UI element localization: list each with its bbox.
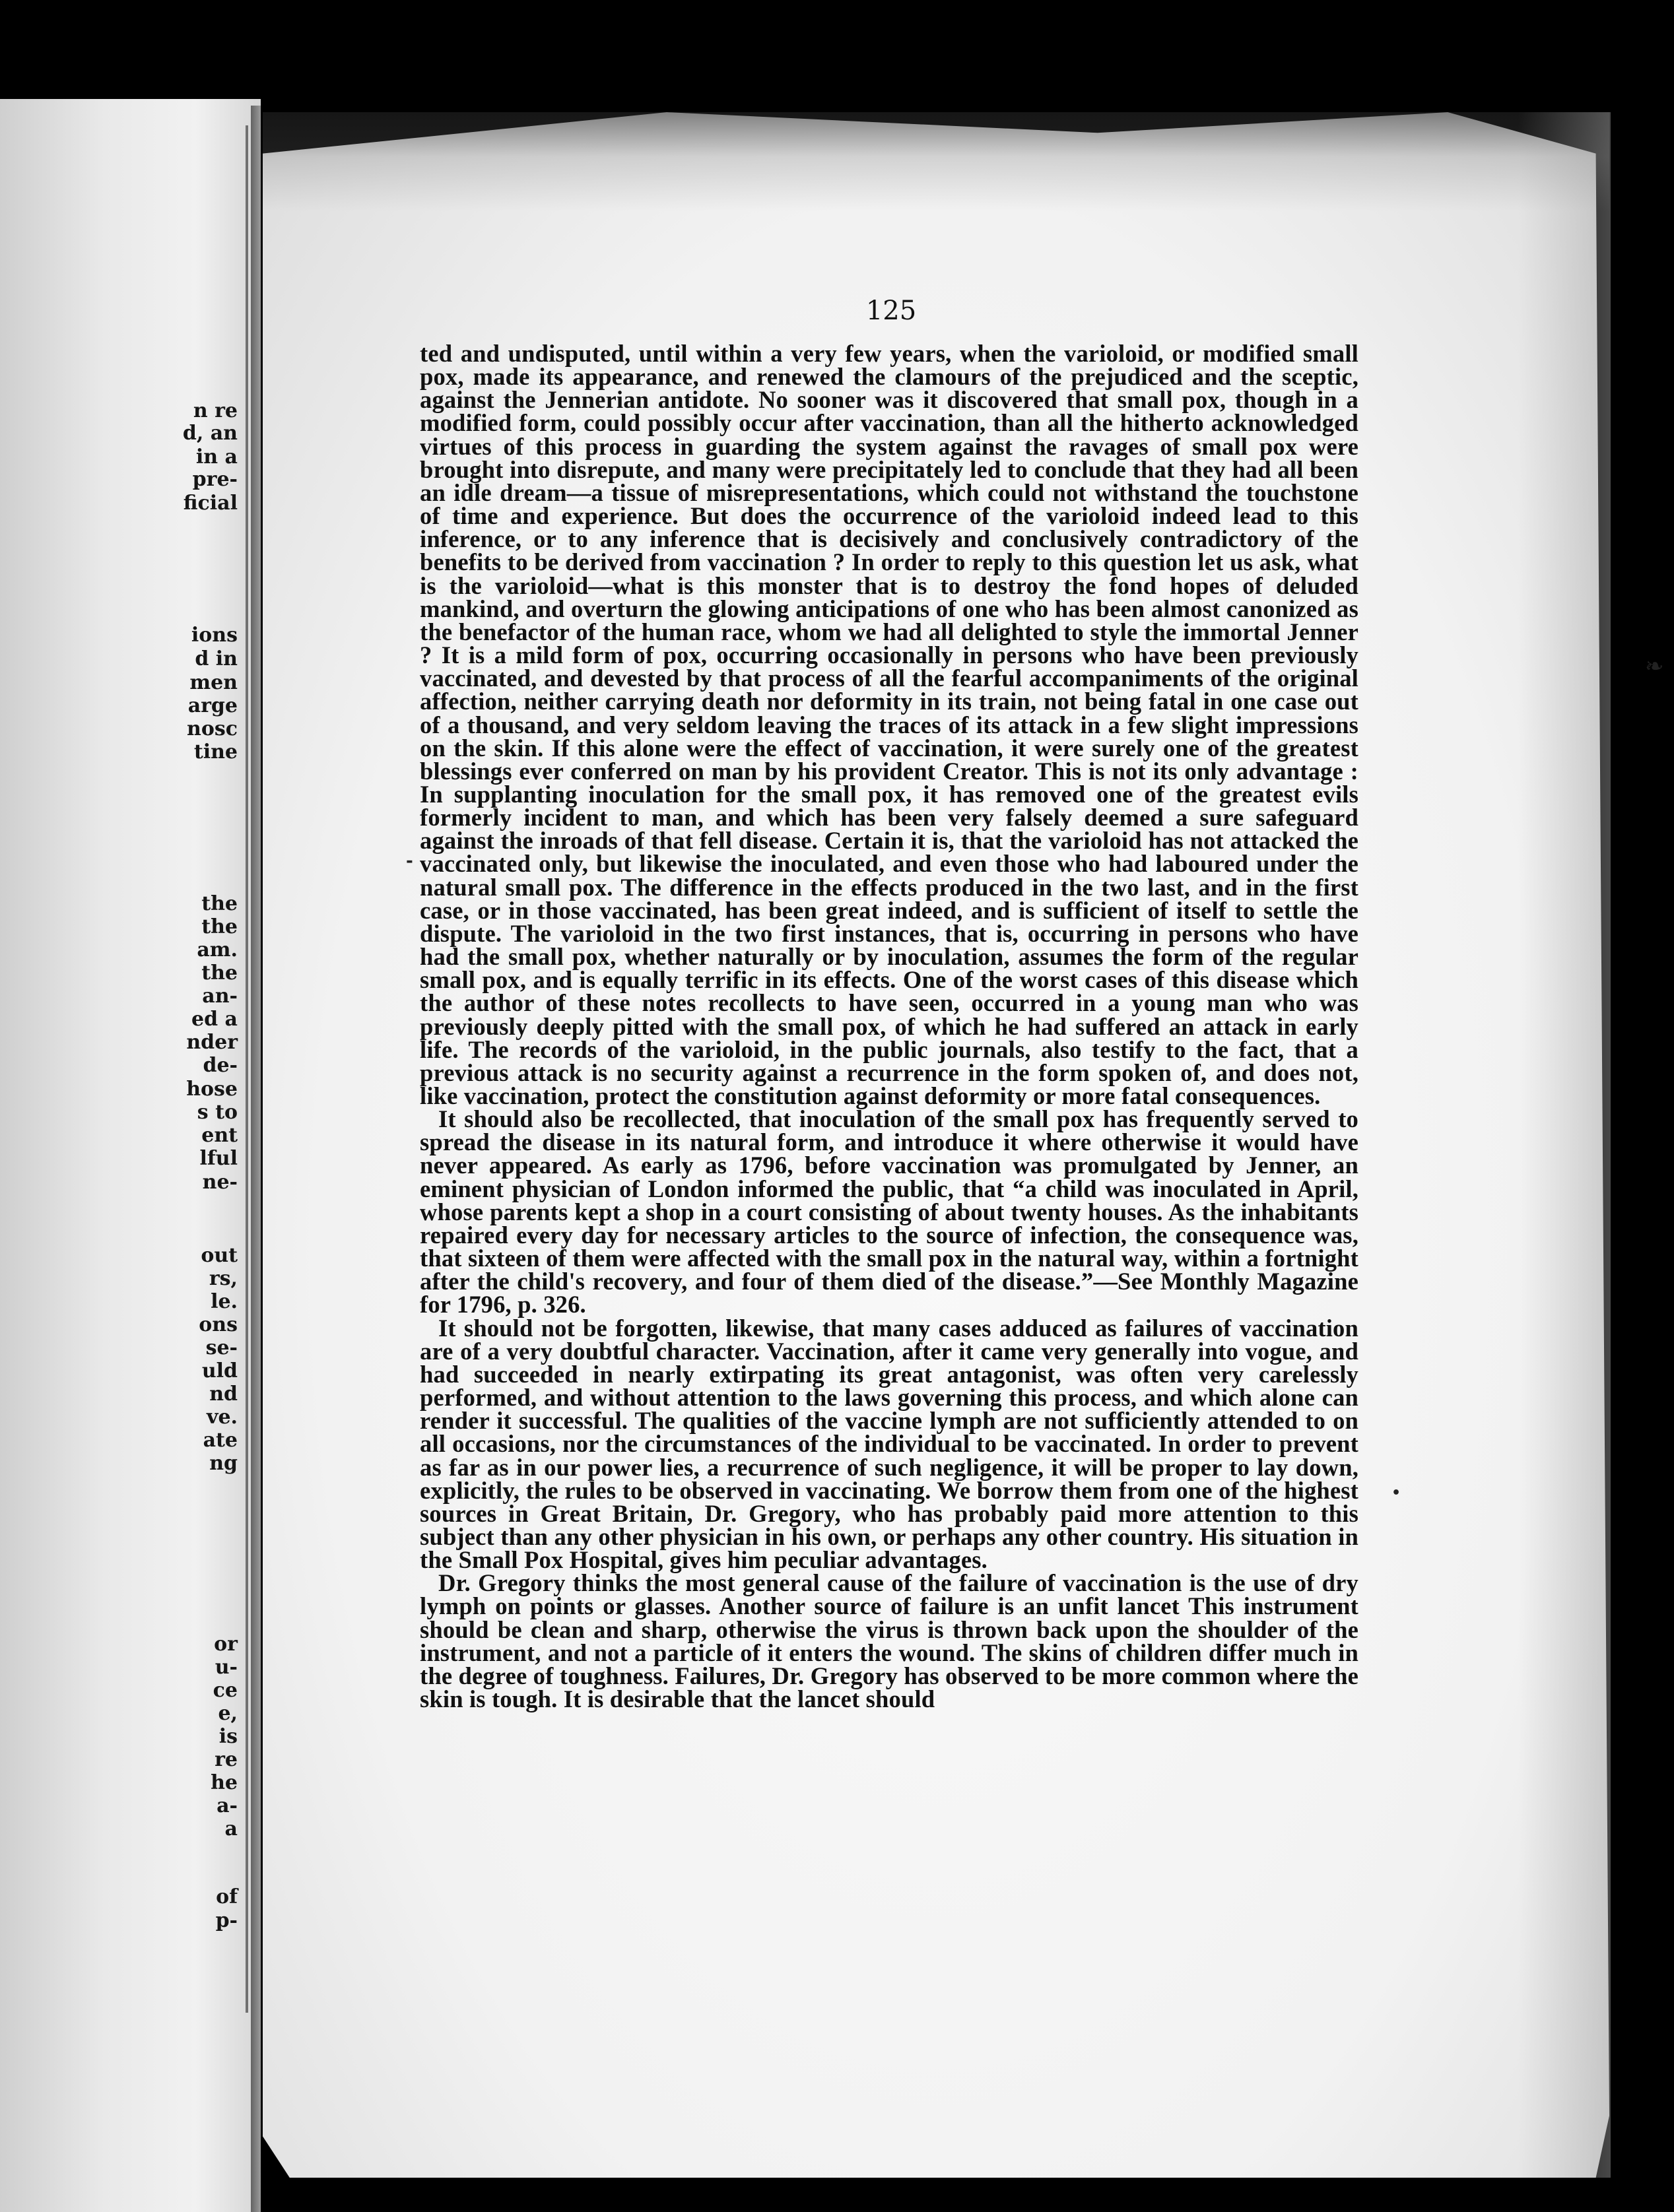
left-page-fragment: d, an — [182, 422, 238, 445]
margin-dot-right: • — [1391, 1485, 1401, 1501]
left-page-fragment: the — [201, 892, 238, 915]
page-body-text — [420, 340, 1358, 1713]
left-page-fragment: or — [214, 1633, 238, 1656]
left-page-fragment: ed a — [191, 1008, 238, 1031]
paragraph-2: It should also be recollected, that inoculation of the small pox has frequently served to spread the disease in its natural form, and introduce it where otherwise it would have never appeared. As early as 1796, before vaccination was promulgated by Jenner, an eminent physician of London informed the public, that “a child was inoculated in April, whose parents kept a shop in a court consisting of about twenty houses. As the inhabitants repaired every day for necessary articles to the source of infection, the consequence was, that sixteen of them were affected with the small pox in the natural way, within a fortnight after the child's recovery, and four of them died of the disease.”—See Monthly Magazine for 1796, p. 326. — [420, 1105, 1358, 1318]
left-page-fragment: men — [189, 671, 238, 694]
left-page-fragment: le. — [211, 1290, 238, 1313]
left-page-fragment: de- — [203, 1054, 238, 1077]
left-page-fragment: se- — [205, 1336, 238, 1359]
left-page-fragment: nder — [186, 1031, 238, 1054]
left-page-fragment: hose — [186, 1078, 238, 1101]
left-page-fragment: ions — [191, 624, 238, 647]
left-page-fragment: tine — [193, 740, 238, 764]
margin-mark-right: ❧ — [1645, 653, 1664, 680]
left-page-fragment: ne- — [202, 1171, 238, 1194]
left-page-fragment: ve. — [207, 1406, 238, 1429]
left-page-fragment: an- — [202, 985, 238, 1008]
left-page-fragment: ons — [199, 1313, 238, 1336]
left-page-fragment: ng — [209, 1452, 238, 1475]
left-page-fragment: s to — [197, 1101, 238, 1124]
left-page-fragment: re — [215, 1748, 238, 1771]
left-page-fragment: the — [201, 961, 238, 985]
left-page-fragment: out — [201, 1244, 238, 1267]
left-page-fragment: ent — [201, 1124, 238, 1147]
left-page-fragment: pre- — [192, 468, 238, 491]
left-page-fragment: a — [224, 1817, 238, 1840]
left-page-fragment: u- — [215, 1656, 238, 1679]
paragraph-4: Dr. Gregory thinks the most general cause of the failure of vaccination is the use of dry lymph on points or glasses. Another source of failure is an unfit lancet This instrument should be clean and sharp, otherwise the virus is thrown back upon the shoulder of the instrument, and not a particle of it enters the wound. The skins of children differ much in the degree of toughness. Failures, Dr. Gregory has observed to be more common where the skin is tough. It is desirable that the lancet should — [420, 1569, 1358, 1713]
left-page-fragment: p- — [215, 1909, 238, 1932]
left-page-fragment: a- — [217, 1794, 238, 1817]
left-page-fragment: is — [218, 1725, 238, 1748]
paragraph-1: ted and undisputed, until within a very few years, when the varioloid, or modified small pox, made its appearance, and renewed the clamours of the prejudiced and the sceptic, against the Jennerian antidote. No sooner was it discovered that small pox, though in a modified form, could possibly occur after vaccination, than all the hitherto acknowledged virtues of this process in guarding the system against the ravages of small pox were brought into disrepute, and many were precipitately led to conclude that they had all been an idle dream—a tissue of misrepresentations, which could not withstand the touchstone of time and experience. But does the occurrence of the varioloid indeed lead to this inference, or to any inference that is decisively and conclusively contradictory of the benefits to be derived from vaccination ? In order to reply to this question let us ask, what is the varioloid—what is this monster that is to destroy the fond hopes of deluded mankind, and overturn the glowing anticipations of one who has been almost canonized as the benefactor of the human race, whom we had all delighted to style the immortal Jenner ? It is a mild form of pox, occurring occasionally in persons who have been previously vaccinated, and devested by that process of all the fearful accompaniments of the original affection, neither carrying death nor deformity in its train, not being fatal in one case out of a thousand, and very seldom leaving the traces of its attack in a few slight impressions on the skin. If this alone were the effect of vaccination, it were surely one of the greatest blessings ever conferred on man by his provident Creator. This is not its only advantage : In supplanting inoculation for the small pox, it has removed one of the greatest evils formerly incident to man, and which has been very falsely deemed a sure safeguard against the inroads of that fell disease. Certain it is, that the varioloid has not attacked the vaccinated only, but likewise the inoculated, and even those who had laboured under the natural small pox. The difference in the effects produced in the two last, and in the first case, or in those vaccinated, has been great indeed, and is sufficient of itself to settle the dispute. The varioloid in the two first instances, that is, occurring in persons who have had the small pox, whether naturally or by inoculation, assumes the form of the regular small pox, and is equally terrific in its effects. One of the worst cases of this disease which the author of these notes recollects to have seen, occurred in a young man who was previously deeply pitted with the small pox, of which he had suffered an attack in early life. The records of the varioloid, in the public journals, also testify to the fact, that a previous attack is no security against a recurrence in the form spoken of, and does not, like vaccination, protect the constitution against deformity or more fatal consequences. — [420, 340, 1358, 1109]
left-page-fragment: ficial — [183, 492, 238, 515]
left-page-fragment: lful — [199, 1147, 238, 1170]
paragraph-3: It should not be forgotten, likewise, that many cases adduced as failures of vaccination are of a very doubtful character. Vaccination, after it came very generally into vogue, and had succeeded in nearly extirpating its great antagonist, was often very carelessly performed, and without attention to the laws governing this process, and which alone can render it successful. The qualities of the vaccine lymph are not sufficiently attended to on all occasions, nor the circumstances of the individual to be vaccinated. In order to prevent as far as in our power lies, a recurrence of such negligence, it will be proper to lay down, explicitly, the rules to be observed in vaccinating. We borrow them from one of the highest sources in Great Britain, Dr. Gregory, who has probably paid more attention to this subject than any other physician in his own, or perhaps any other country. His situation in the Small Pox Hospital, gives him peculiar advantages. — [420, 1314, 1358, 1574]
left-page-fragment: n re — [193, 399, 238, 422]
left-page-fragment: of — [216, 1885, 238, 1908]
left-page-fragment: e, — [218, 1702, 238, 1725]
left-page-fragment: ate — [203, 1429, 238, 1452]
left-page-fragment: d in — [195, 647, 238, 670]
left-page-fragment: in a — [195, 445, 238, 469]
margin-dash-left: - — [406, 851, 413, 871]
left-page-fragment: nd — [209, 1382, 238, 1406]
left-page-fragment: uld — [201, 1359, 238, 1382]
left-page-fragment: arge — [187, 694, 238, 717]
left-page-fragment: the — [201, 915, 238, 938]
left-page-fragment: he — [211, 1771, 238, 1794]
left-page-fragment: ce — [213, 1679, 238, 1702]
gutter-line — [246, 125, 248, 2013]
left-page-fragment: rs, — [209, 1267, 238, 1290]
page-number: 125 — [865, 296, 917, 326]
left-page-fragment: nosc — [187, 717, 238, 740]
left-page-fragment: am. — [197, 938, 238, 961]
